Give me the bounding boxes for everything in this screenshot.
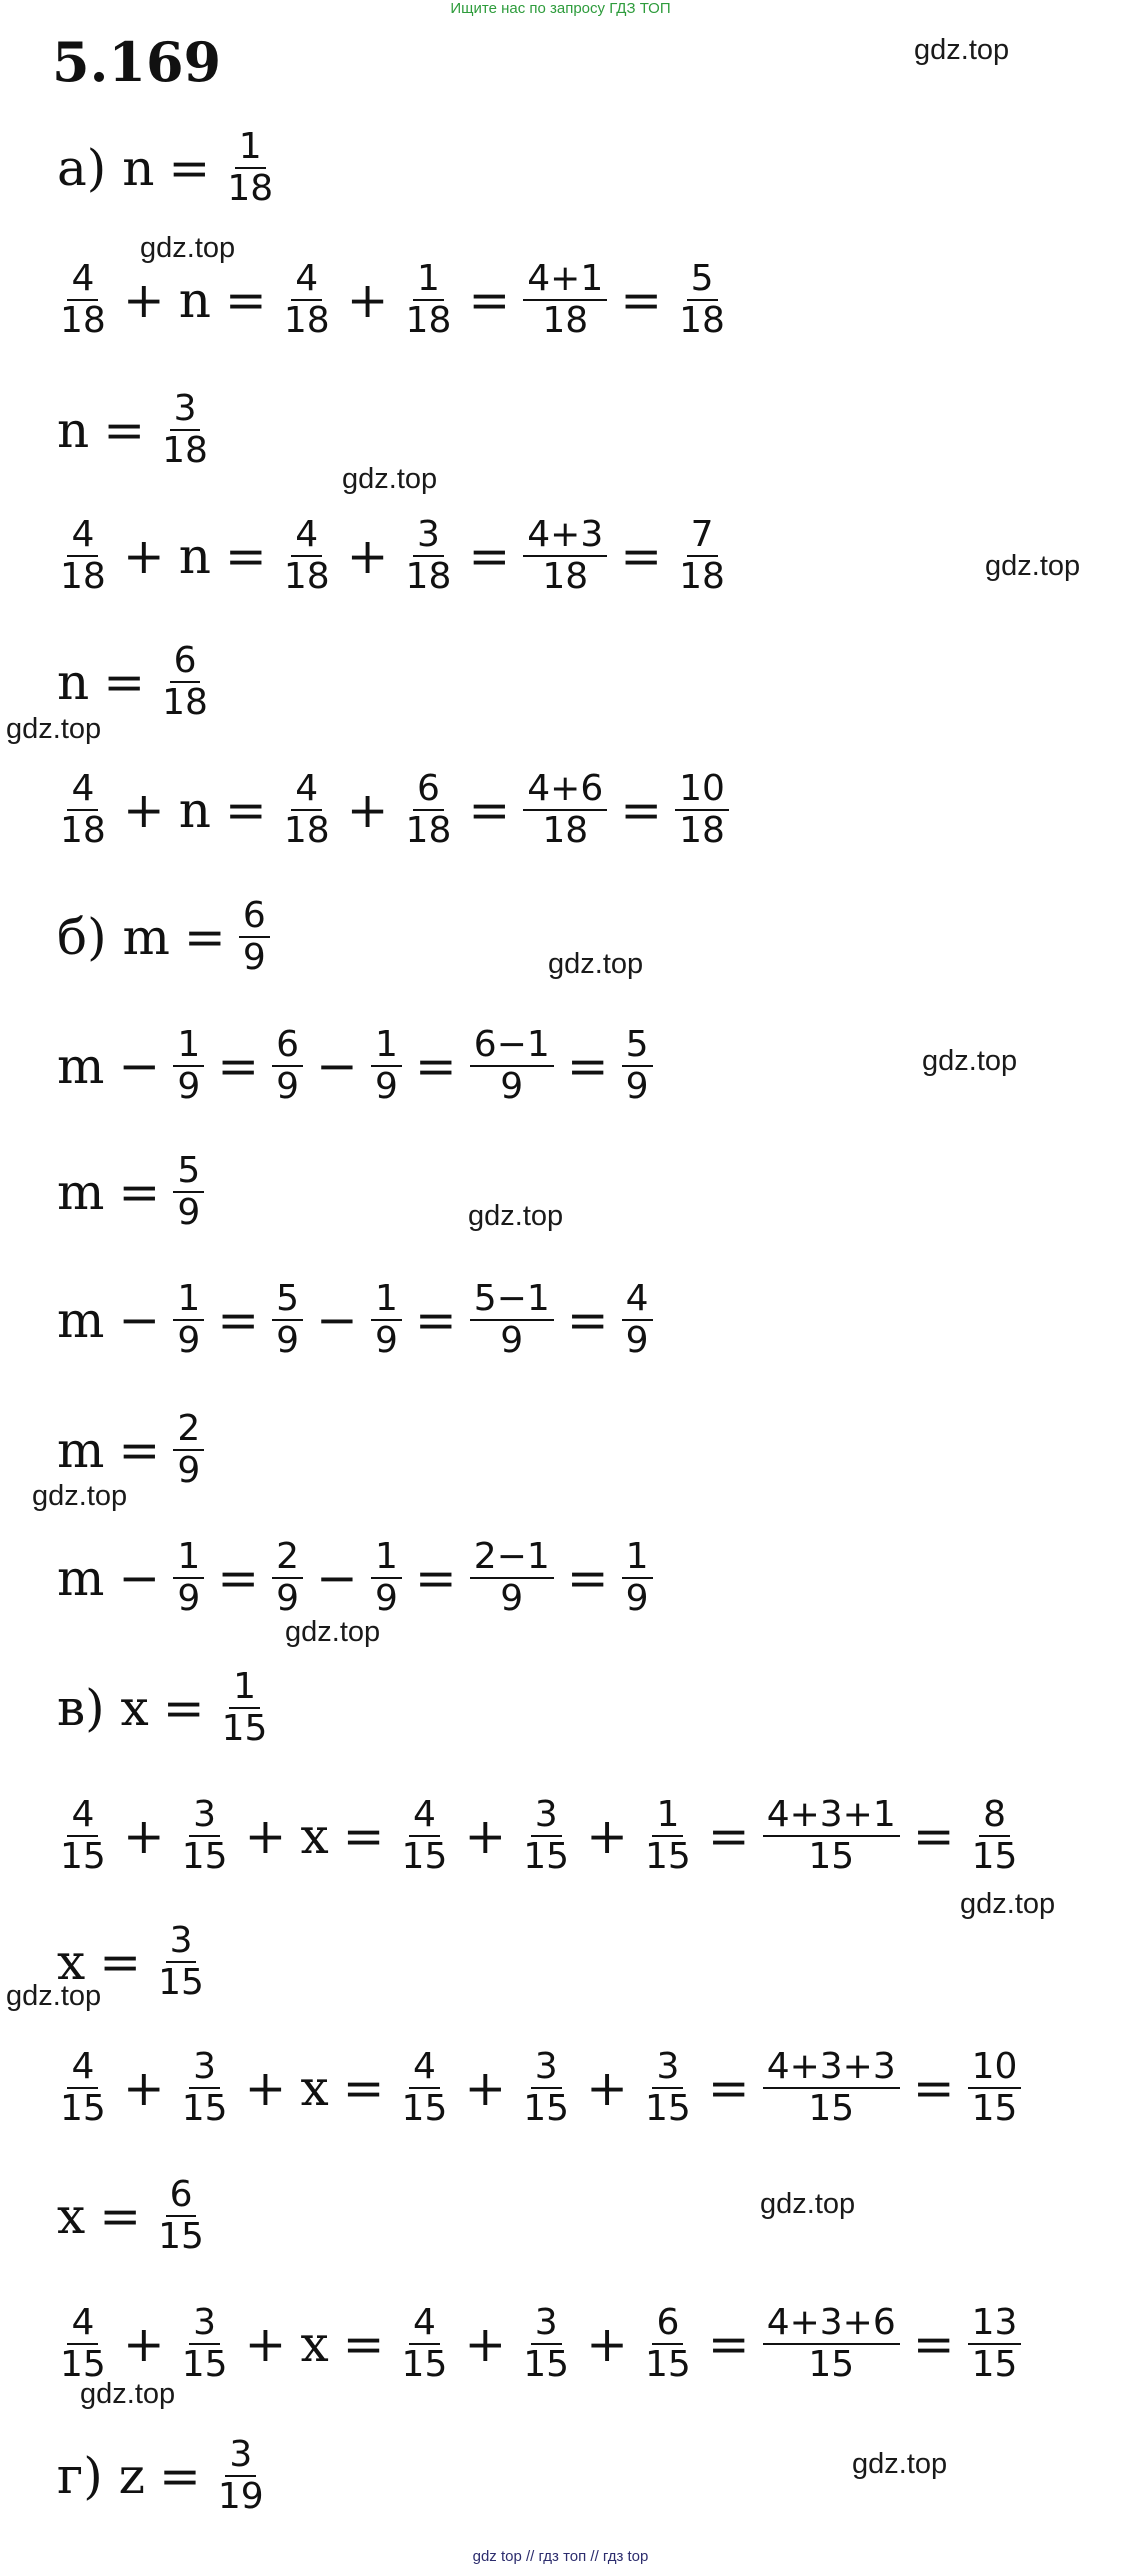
fraction-denominator: 15	[158, 2216, 204, 2257]
math-operator: +	[244, 2315, 287, 2373]
math-term: x	[300, 2059, 329, 2117]
fraction-denominator: 18	[679, 300, 725, 341]
fraction	[523, 259, 607, 342]
math-operator: =	[99, 1933, 142, 1991]
fraction-denominator: 18	[283, 810, 330, 851]
fraction-denominator: 9	[374, 1066, 398, 1107]
fraction-denominator: 18	[542, 810, 589, 851]
fraction-denominator: 15	[60, 2344, 106, 2385]
math-term: n	[178, 781, 211, 839]
math-operator: +	[346, 527, 389, 585]
fraction-numerator: 4+1	[523, 259, 607, 301]
fraction	[280, 259, 334, 342]
fraction-numerator: 2−1	[470, 1537, 554, 1579]
fraction	[154, 1921, 208, 2004]
fraction	[519, 2303, 573, 2386]
equation-line-g-def	[52, 2416, 272, 2536]
math-operator: =	[158, 2447, 201, 2505]
math-operator: +	[346, 781, 389, 839]
math-operator: −	[118, 1037, 161, 1095]
watermark: gdz.top	[80, 2378, 176, 2410]
equation-line-v-eq3	[52, 2284, 1025, 2404]
fraction-numerator: 5	[272, 1279, 303, 1321]
math-operator: +	[122, 2315, 165, 2373]
math-operator: =	[620, 271, 663, 329]
fraction-numerator: 1	[173, 1025, 204, 1067]
fraction	[56, 515, 110, 598]
fraction-numerator: 6−1	[470, 1025, 554, 1067]
math-operator: −	[316, 1549, 358, 1607]
math-operator: +	[586, 2059, 628, 2117]
math-term: x	[300, 2315, 329, 2373]
fraction-numerator: 1	[371, 1025, 402, 1067]
fraction-denominator: 9	[276, 1578, 300, 1619]
fraction-denominator: 15	[523, 1836, 570, 1877]
fraction-numerator: 4+6	[523, 769, 607, 811]
math-operator: −	[316, 1037, 358, 1095]
math-term: n	[57, 653, 90, 711]
equation-line-b-def	[52, 877, 274, 997]
fraction-denominator: 15	[181, 2344, 228, 2385]
math-term: г) z	[57, 2447, 145, 2505]
fraction	[968, 2047, 1022, 2130]
fraction	[519, 1795, 573, 1878]
fraction-numerator: 4	[67, 259, 98, 301]
math-operator: =	[183, 908, 226, 966]
fraction-denominator: 9	[374, 1320, 398, 1361]
fraction	[280, 515, 334, 598]
fraction	[173, 1279, 204, 1362]
fraction-denominator: 9	[177, 1192, 201, 1233]
fraction-numerator: 3	[170, 389, 201, 431]
fraction	[56, 259, 110, 342]
watermark: gdz.top	[914, 34, 1010, 66]
fraction	[223, 127, 277, 210]
equation-line-a-def	[52, 108, 281, 228]
fraction-numerator: 7	[687, 515, 718, 557]
fraction-numerator: 3	[189, 2303, 220, 2345]
equation-line-v-def	[52, 1648, 275, 1768]
math-operator: =	[566, 1037, 609, 1095]
fraction	[641, 2047, 695, 2130]
fraction	[56, 2303, 110, 2386]
fraction	[763, 1795, 900, 1878]
fraction	[173, 1025, 204, 1108]
math-operator: =	[912, 2059, 955, 2117]
fraction-denominator: 15	[221, 1708, 268, 1749]
math-operator: =	[912, 1807, 955, 1865]
fraction	[178, 1795, 232, 1878]
fraction-numerator: 4	[67, 769, 98, 811]
fraction	[371, 1025, 402, 1108]
fraction-denominator: 9	[177, 1450, 201, 1491]
math-operator: +	[346, 271, 389, 329]
fraction	[398, 2047, 452, 2130]
fraction	[398, 2303, 452, 2386]
fraction-numerator: 1	[371, 1279, 402, 1321]
equation-line-v-eq1	[52, 1776, 1025, 1896]
math-operator: =	[566, 1291, 609, 1349]
math-operator: =	[620, 527, 663, 585]
math-operator: =	[342, 2315, 385, 2373]
watermark: gdz.top	[6, 713, 102, 745]
math-operator: =	[342, 2059, 385, 2117]
fraction-numerator: 3	[531, 2047, 562, 2089]
math-operator: =	[224, 527, 267, 585]
math-operator: =	[217, 1291, 260, 1349]
fraction-numerator: 6	[166, 2175, 197, 2217]
fraction-numerator: 4	[291, 769, 322, 811]
math-operator: =	[224, 271, 267, 329]
math-operator: =	[217, 1037, 260, 1095]
math-operator: =	[707, 2059, 750, 2117]
math-operator: +	[122, 781, 165, 839]
top-banner: Ищите нас по запросу ГДЗ ТОП	[450, 0, 671, 17]
fraction-denominator: 9	[374, 1578, 398, 1619]
equation-line-a-eq2	[52, 496, 733, 616]
fraction-numerator: 1	[652, 1795, 683, 1837]
fraction-numerator: 6	[413, 769, 444, 811]
fraction-numerator: 4	[622, 1279, 653, 1321]
fraction	[675, 769, 729, 852]
fraction-denominator: 15	[401, 2344, 448, 2385]
fraction-denominator: 9	[276, 1066, 300, 1107]
math-term: m	[57, 1163, 105, 1221]
fraction-denominator: 15	[808, 1836, 855, 1877]
watermark: gdz.top	[468, 1200, 564, 1232]
math-operator: =	[342, 1807, 385, 1865]
fraction-numerator: 5	[622, 1025, 653, 1067]
fraction-denominator: 18	[405, 810, 452, 851]
equation-line-a-n2	[52, 370, 216, 490]
fraction-denominator: 9	[177, 1066, 201, 1107]
math-operator: =	[224, 781, 267, 839]
fraction	[56, 1795, 110, 1878]
math-operator: −	[316, 1291, 358, 1349]
fraction	[158, 389, 212, 472]
fraction-numerator: 4	[409, 2047, 440, 2089]
equation-line-b-m2	[52, 1132, 208, 1252]
math-operator: +	[464, 2059, 507, 2117]
equation-line-b-eq1	[52, 1006, 657, 1126]
fraction-denominator: 15	[181, 2088, 228, 2129]
fraction-denominator: 18	[227, 168, 274, 209]
math-term: m	[57, 1037, 105, 1095]
fraction-denominator: 18	[405, 556, 452, 597]
fraction-denominator: 15	[523, 2088, 570, 2129]
fraction	[56, 2047, 110, 2130]
fraction-numerator: 1	[229, 1667, 260, 1709]
fraction	[470, 1537, 554, 1620]
math-operator: −	[118, 1549, 161, 1607]
fraction-denominator: 15	[181, 1836, 228, 1877]
fraction-numerator: 4	[291, 515, 322, 557]
fraction-denominator: 9	[500, 1320, 524, 1361]
math-operator: +	[464, 1807, 507, 1865]
fraction-denominator: 18	[162, 682, 208, 723]
fraction-numerator: 4+3	[523, 515, 607, 557]
fraction-numerator: 4	[67, 2303, 98, 2345]
math-operator: =	[414, 1549, 457, 1607]
fraction	[675, 515, 729, 598]
fraction-denominator: 9	[625, 1320, 649, 1361]
fraction-denominator: 15	[401, 1836, 448, 1877]
fraction-denominator: 18	[679, 810, 725, 851]
fraction	[371, 1537, 402, 1620]
math-operator: +	[122, 2059, 165, 2117]
fraction	[239, 896, 270, 979]
fraction-numerator: 3	[531, 1795, 562, 1837]
fraction-numerator: 4+3+6	[763, 2303, 900, 2345]
fraction-numerator: 1	[173, 1537, 204, 1579]
math-operator: =	[468, 271, 511, 329]
watermark: gdz.top	[852, 2448, 948, 2480]
fraction-denominator: 15	[401, 2088, 448, 2129]
math-operator: +	[122, 527, 165, 585]
fraction	[173, 1537, 204, 1620]
fraction-denominator: 9	[625, 1578, 649, 1619]
fraction	[641, 2303, 695, 2386]
fraction-numerator: 4	[291, 259, 322, 301]
fraction-denominator: 15	[644, 2088, 691, 2129]
math-operator: +	[464, 2315, 507, 2373]
math-term: x	[57, 2187, 86, 2245]
fraction-numerator: 6	[272, 1025, 303, 1067]
math-operator: =	[468, 781, 511, 839]
math-term: m	[57, 1549, 105, 1607]
fraction	[272, 1025, 303, 1108]
fraction-numerator: 10	[675, 769, 729, 811]
math-operator: +	[244, 1807, 287, 1865]
footer-links: gdz top // гдз топ // гдз top	[472, 2548, 649, 2565]
fraction-numerator: 1	[622, 1537, 653, 1579]
math-operator: =	[912, 2315, 955, 2373]
fraction	[398, 1795, 452, 1878]
fraction	[218, 1667, 272, 1750]
watermark: gdz.top	[922, 1045, 1018, 1077]
fraction-denominator: 15	[644, 2344, 691, 2385]
watermark: gdz.top	[760, 2188, 856, 2220]
fraction-numerator: 4+3+1	[763, 1795, 900, 1837]
watermark: gdz.top	[548, 948, 644, 980]
fraction-numerator: 10	[968, 2047, 1022, 2089]
fraction-numerator: 1	[235, 127, 266, 169]
fraction-numerator: 2	[173, 1409, 204, 1451]
fraction-denominator: 18	[405, 300, 452, 341]
fraction-numerator: 6	[170, 641, 201, 683]
watermark: gdz.top	[342, 463, 438, 495]
fraction	[622, 1537, 653, 1620]
math-term: n	[57, 401, 90, 459]
fraction	[214, 2435, 268, 2518]
fraction	[173, 1409, 204, 1492]
fraction-numerator: 13	[968, 2303, 1022, 2345]
watermark: gdz.top	[960, 1888, 1056, 1920]
fraction-denominator: 15	[971, 2088, 1018, 2129]
fraction-denominator: 15	[60, 1836, 106, 1877]
math-term: n	[178, 271, 211, 329]
fraction	[56, 769, 110, 852]
fraction	[470, 1279, 554, 1362]
watermark: gdz.top	[140, 232, 236, 264]
math-operator: =	[99, 2187, 142, 2245]
math-operator: +	[244, 2059, 287, 2117]
math-operator: +	[586, 2315, 628, 2373]
watermark: gdz.top	[6, 1980, 102, 2012]
fraction-denominator: 18	[283, 300, 330, 341]
fraction-numerator: 4	[409, 1795, 440, 1837]
watermark: gdz.top	[285, 1616, 381, 1648]
fraction	[519, 2047, 573, 2130]
fraction	[178, 2303, 232, 2386]
fraction-numerator: 3	[189, 2047, 220, 2089]
math-operator: =	[168, 139, 211, 197]
fraction-numerator: 3	[531, 2303, 562, 2345]
watermark: gdz.top	[32, 1480, 128, 1512]
math-term: m	[57, 1421, 105, 1479]
fraction	[272, 1537, 303, 1620]
math-operator: =	[118, 1163, 161, 1221]
fraction-denominator: 15	[971, 2344, 1018, 2385]
math-operator: +	[122, 1807, 165, 1865]
math-operator: =	[162, 1679, 205, 1737]
fraction-numerator: 4	[409, 2303, 440, 2345]
fraction	[272, 1279, 303, 1362]
fraction-denominator: 18	[60, 810, 106, 851]
math-operator: +	[122, 271, 165, 329]
math-operator: =	[103, 401, 146, 459]
equation-line-a-eq3	[52, 750, 733, 870]
math-operator: −	[118, 1291, 161, 1349]
fraction-numerator: 4	[67, 2047, 98, 2089]
fraction-denominator: 15	[158, 1962, 204, 2003]
fraction-numerator: 5	[173, 1151, 204, 1193]
fraction	[371, 1279, 402, 1362]
fraction-denominator: 18	[283, 556, 330, 597]
math-term: x	[57, 1933, 86, 1991]
math-operator: =	[217, 1549, 260, 1607]
math-term: б) m	[57, 908, 170, 966]
fraction	[178, 2047, 232, 2130]
math-operator: =	[566, 1549, 609, 1607]
fraction-numerator: 8	[979, 1795, 1010, 1837]
fraction-numerator: 4	[67, 1795, 98, 1837]
equation-line-b-eq2	[52, 1260, 657, 1380]
fraction-numerator: 3	[189, 1795, 220, 1837]
fraction-denominator: 9	[625, 1066, 649, 1107]
fraction-denominator: 18	[542, 556, 589, 597]
fraction	[523, 769, 607, 852]
math-term: в) x	[57, 1679, 149, 1737]
fraction-denominator: 9	[500, 1578, 524, 1619]
fraction	[523, 515, 607, 598]
fraction-numerator: 5−1	[470, 1279, 554, 1321]
fraction-numerator: 1	[413, 259, 444, 301]
math-operator: =	[620, 781, 663, 839]
math-operator: =	[468, 527, 511, 585]
fraction	[968, 1795, 1022, 1878]
fraction	[402, 769, 456, 852]
fraction-denominator: 15	[60, 2088, 106, 2129]
fraction-numerator: 1	[371, 1537, 402, 1579]
equation-line-v-x3	[52, 2156, 212, 2276]
fraction-denominator: 9	[177, 1320, 201, 1361]
fraction	[968, 2303, 1022, 2386]
fraction-denominator: 15	[971, 1836, 1018, 1877]
fraction-numerator: 2	[272, 1537, 303, 1579]
fraction	[622, 1279, 653, 1362]
math-term: n	[178, 527, 211, 585]
watermark: gdz.top	[985, 550, 1081, 582]
math-term: a) n	[57, 139, 155, 197]
fraction-numerator: 3	[225, 2435, 256, 2477]
fraction-denominator: 15	[644, 1836, 691, 1877]
math-operator: =	[414, 1037, 457, 1095]
fraction-numerator: 4	[67, 515, 98, 557]
fraction-denominator: 18	[60, 556, 106, 597]
math-operator: =	[707, 1807, 750, 1865]
fraction-denominator: 9	[242, 937, 266, 978]
fraction-denominator: 19	[217, 2476, 264, 2517]
fraction	[280, 769, 334, 852]
fraction	[402, 515, 456, 598]
fraction-numerator: 3	[413, 515, 444, 557]
fraction	[622, 1025, 653, 1108]
math-operator: =	[414, 1291, 457, 1349]
math-term: m	[57, 1291, 105, 1349]
problem-number: 5.169	[52, 30, 222, 94]
fraction-numerator: 1	[173, 1279, 204, 1321]
math-operator: =	[103, 653, 146, 711]
fraction	[470, 1025, 554, 1108]
fraction-denominator: 9	[276, 1320, 300, 1361]
fraction	[173, 1151, 204, 1234]
fraction-denominator: 18	[162, 430, 208, 471]
fraction	[641, 1795, 695, 1878]
fraction	[154, 2175, 208, 2258]
fraction-numerator: 3	[166, 1921, 197, 1963]
equation-line-v-eq2	[52, 2028, 1025, 2148]
fraction	[763, 2047, 900, 2130]
fraction	[402, 259, 456, 342]
fraction-numerator: 4+3+3	[763, 2047, 900, 2089]
fraction-denominator: 18	[542, 300, 589, 341]
fraction-denominator: 15	[808, 2088, 855, 2129]
fraction	[763, 2303, 900, 2386]
math-term: x	[300, 1807, 329, 1865]
fraction-denominator: 15	[523, 2344, 570, 2385]
fraction-denominator: 15	[808, 2344, 855, 2385]
math-operator: =	[118, 1421, 161, 1479]
fraction-denominator: 18	[60, 300, 106, 341]
fraction-numerator: 6	[239, 896, 270, 938]
fraction	[675, 259, 729, 342]
math-operator: +	[586, 1807, 628, 1865]
fraction	[158, 641, 212, 724]
fraction-denominator: 9	[500, 1066, 524, 1107]
fraction-numerator: 5	[687, 259, 718, 301]
fraction-denominator: 18	[679, 556, 725, 597]
fraction-denominator: 9	[177, 1578, 201, 1619]
math-operator: =	[707, 2315, 750, 2373]
fraction-numerator: 6	[652, 2303, 683, 2345]
fraction-numerator: 3	[652, 2047, 683, 2089]
